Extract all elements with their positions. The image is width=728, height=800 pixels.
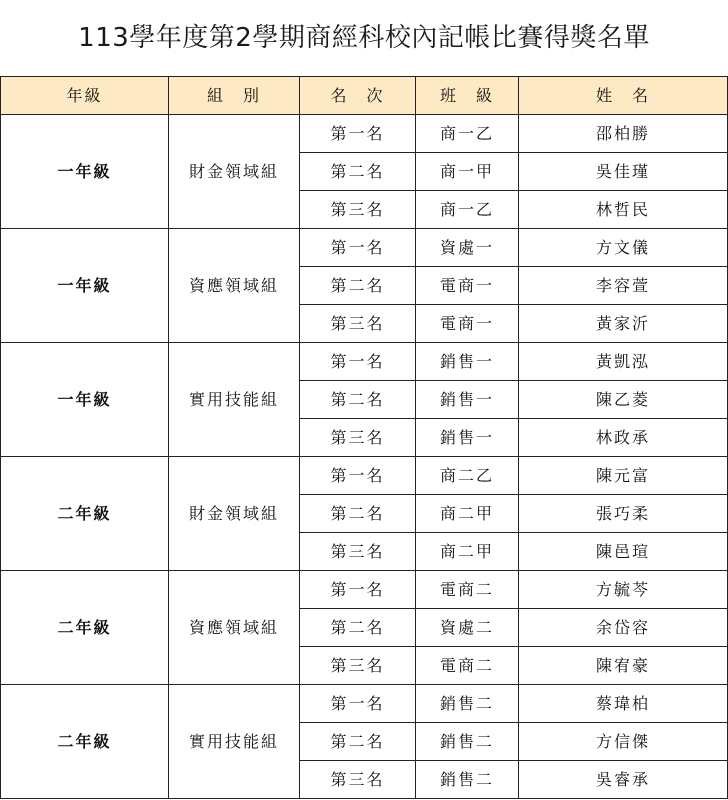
header-rank: 名 次 (300, 77, 416, 115)
grade-cell: 二年級 (1, 457, 169, 571)
student-name-cell: 陳元富 (519, 457, 728, 495)
class-cell: 銷售一 (416, 419, 519, 457)
class-cell: 資處二 (416, 609, 519, 647)
student-name-cell: 黃凱泓 (519, 343, 728, 381)
header-grade: 年級 (1, 77, 169, 115)
student-name-cell: 陳乙菱 (519, 381, 728, 419)
table-row (1, 229, 728, 267)
group-cell: 財金領域組 (169, 115, 300, 229)
rank-cell: 第二名 (300, 381, 416, 419)
rank-cell: 第三名 (300, 419, 416, 457)
rank-cell: 第一名 (300, 571, 416, 609)
class-cell: 銷售二 (416, 761, 519, 799)
table-body (1, 115, 728, 799)
class-cell: 電商二 (416, 647, 519, 685)
rank-cell: 第一名 (300, 115, 416, 153)
rank-cell: 第一名 (300, 457, 416, 495)
grade-cell: 一年級 (1, 115, 169, 229)
page-title: 113學年度第2學期商經科校內記帳比賽得獎名單 (78, 23, 650, 53)
header-name: 姓 名 (519, 77, 728, 115)
rank-cell: 第一名 (300, 343, 416, 381)
student-name-cell: 林哲民 (519, 191, 728, 229)
header-class: 班 級 (416, 77, 519, 115)
grade-cell: 一年級 (1, 343, 169, 457)
table-header (1, 77, 728, 115)
class-cell: 銷售二 (416, 723, 519, 761)
table-row (1, 571, 728, 609)
student-name-cell: 李容萱 (519, 267, 728, 305)
rank-cell: 第一名 (300, 229, 416, 267)
class-cell: 商一乙 (416, 115, 519, 153)
student-name-cell: 蔡瑋柏 (519, 685, 728, 723)
grade-cell: 二年級 (1, 685, 169, 799)
class-cell: 商一甲 (416, 153, 519, 191)
table-row (1, 457, 728, 495)
rank-cell: 第三名 (300, 191, 416, 229)
group-cell: 實用技能組 (169, 685, 300, 799)
rank-cell: 第二名 (300, 153, 416, 191)
student-name-cell: 陳宥豪 (519, 647, 728, 685)
student-name-cell: 邵柏勝 (519, 115, 728, 153)
header-group: 組 別 (169, 77, 300, 115)
group-cell: 資應領域組 (169, 229, 300, 343)
rank-cell: 第二名 (300, 495, 416, 533)
table-row (1, 685, 728, 723)
rank-cell: 第二名 (300, 609, 416, 647)
group-cell: 資應領域組 (169, 571, 300, 685)
student-name-cell: 余岱容 (519, 609, 728, 647)
rank-cell: 第三名 (300, 647, 416, 685)
award-table (0, 76, 728, 799)
group-cell: 財金領域組 (169, 457, 300, 571)
student-name-cell: 吳佳瑾 (519, 153, 728, 191)
table-row (1, 343, 728, 381)
class-cell: 電商一 (416, 305, 519, 343)
class-cell: 商二乙 (416, 457, 519, 495)
student-name-cell: 張巧柔 (519, 495, 728, 533)
grade-cell: 一年級 (1, 229, 169, 343)
student-name-cell: 黃家沂 (519, 305, 728, 343)
student-name-cell: 陳邑瑄 (519, 533, 728, 571)
class-cell: 商二甲 (416, 495, 519, 533)
grade-cell: 二年級 (1, 571, 169, 685)
class-cell: 銷售二 (416, 685, 519, 723)
rank-cell: 第二名 (300, 723, 416, 761)
student-name-cell: 方信傑 (519, 723, 728, 761)
class-cell: 電商二 (416, 571, 519, 609)
student-name-cell: 方毓芩 (519, 571, 728, 609)
student-name-cell: 方文儀 (519, 229, 728, 267)
rank-cell: 第三名 (300, 761, 416, 799)
class-cell: 商一乙 (416, 191, 519, 229)
student-name-cell: 吳睿承 (519, 761, 728, 799)
rank-cell: 第三名 (300, 533, 416, 571)
header-row (1, 77, 728, 115)
group-cell: 實用技能組 (169, 343, 300, 457)
class-cell: 銷售一 (416, 343, 519, 381)
rank-cell: 第一名 (300, 685, 416, 723)
table-row (1, 115, 728, 153)
class-cell: 商二甲 (416, 533, 519, 571)
class-cell: 資處一 (416, 229, 519, 267)
class-cell: 銷售一 (416, 381, 519, 419)
class-cell: 電商一 (416, 267, 519, 305)
student-name-cell: 林政承 (519, 419, 728, 457)
rank-cell: 第二名 (300, 267, 416, 305)
rank-cell: 第三名 (300, 305, 416, 343)
